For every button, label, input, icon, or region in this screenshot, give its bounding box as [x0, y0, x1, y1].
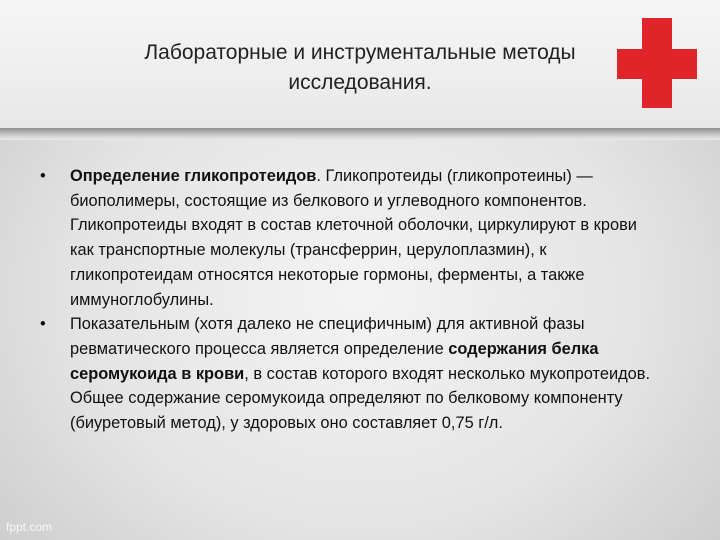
red-cross-horizontal-bar [617, 49, 697, 79]
bullet-2-text-before: Показательным (хотя далеко не специфичным) для активной фазы ревматического процесса является определение [70, 315, 585, 358]
title-line-2: исследования. [288, 71, 432, 94]
bullet-item-glycoproteins [38, 164, 663, 312]
title-area [0, 0, 720, 128]
title-divider [0, 128, 720, 140]
bullet-1-text: . Гликопротеиды (гликопротеины) — биополимеры, состоящие из белкового и углеводного компонентов. Гликопротеиды входят в состав клеточной оболочки, циркулируют в крови как транспортные молекулы (трансферрин, церулоплазмин), к гликопротеидам относятся некоторые гормоны, ферменты, а также иммуноглобулины. [70, 167, 637, 309]
bullet-item-seromucoid [38, 312, 663, 436]
bullet-1-bold-text: Определение гликопротеидов [70, 167, 317, 185]
bullet-2-text-after: , в состав которого входят несколько мукопротеидов. Общее содержание серомукоида определяют по белковому компоненту (биуретовый метод), у здоровых оно составляет 0,75 г/л. [70, 364, 651, 433]
slide-content [38, 164, 663, 436]
title-line-1: Лабораторные и инструментальные методы [144, 41, 576, 64]
bullet-icon: • [40, 315, 46, 334]
bullet-icon: • [40, 167, 46, 185]
slide-title [80, 38, 640, 98]
bullet-2-bold-text: содержания белка серомукоида в крови [70, 339, 599, 383]
footer-watermark: fppt.com [6, 520, 53, 534]
